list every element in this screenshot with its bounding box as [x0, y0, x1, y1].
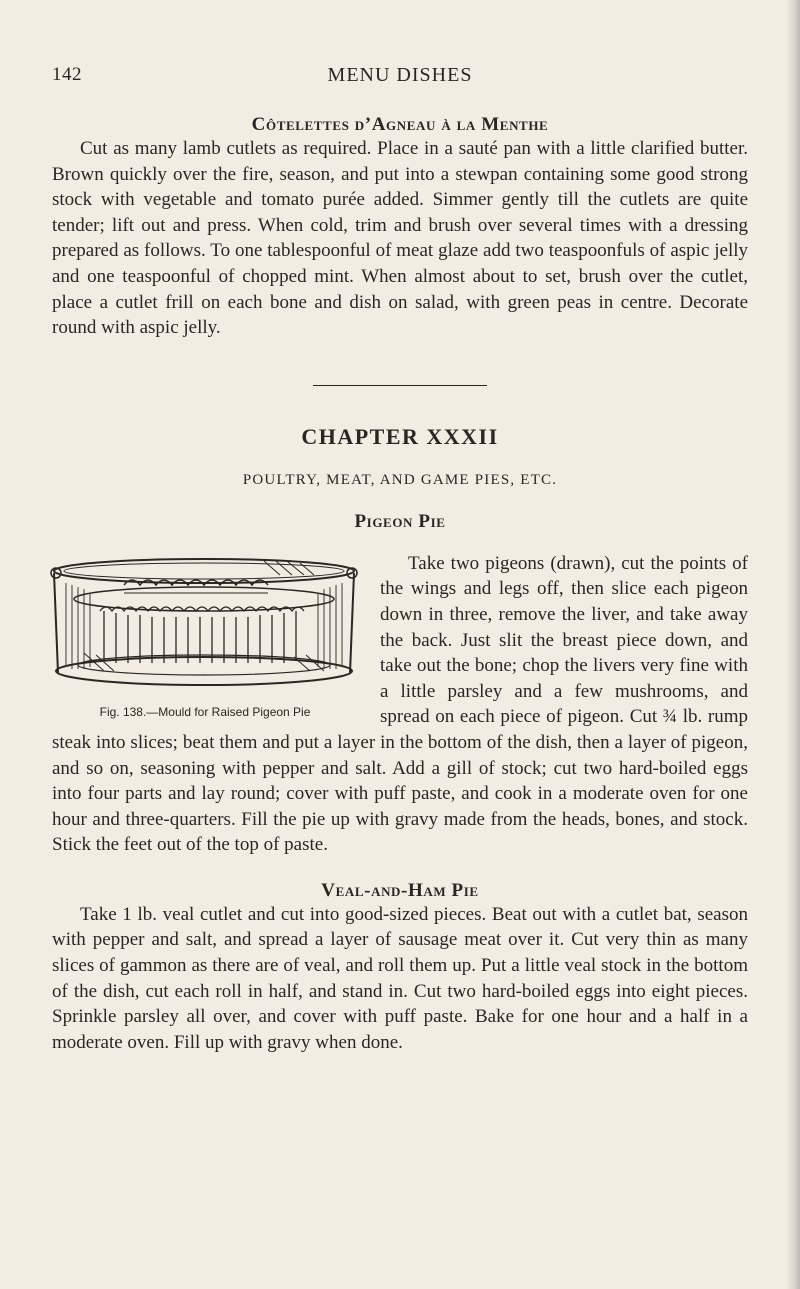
chapter-title: CHAPTER XXXII: [301, 423, 499, 449]
page-number: 142: [52, 64, 82, 85]
running-head: MENU DISHES: [327, 64, 473, 86]
recipe-title-cotelettes: Côtelettes d’Agneau à la Menthe: [251, 114, 549, 135]
recipe-body-veal-ham-pie: Take 1 lb. veal cutlet and cut into good-sized pieces. Beat out with a cutlet bat, season with pepper and salt, and spread a layer of sausage meat over it. Cut very thin as many slices of gammon as there are of veal, and roll them up. Put a little veal stock in the bottom of the dish, cut each roll in half, and stand in. Cut two hard-boiled eggs into eight pieces. Sprinkle parsley all over, and cover with puff paste. Bake for one hour and a half in a moderate oven. Fill up with gravy when done.: [52, 903, 748, 1053]
page-edge-shadow: [786, 0, 800, 1289]
chapter-subtitle: POULTRY, MEAT, AND GAME PIES, ETC.: [242, 471, 558, 488]
pie-mould-illustration: [44, 553, 366, 701]
figure-caption: Fig. 138.—Mould for Raised Pigeon Pie: [99, 704, 311, 719]
recipe-body-cotelettes: Cut as many lamb cutlets as required. Place in a sauté pan with a little clarified butter. Brown quickly over the fire, season, and put into a stewpan containing some good strong stock with vegetable and tomato purée added. Simmer gently till the cutlets are quite tender; lift out and press. When cold, trim and brush over several times with a dressing prepared as follows. To one tablespoonful of meat glaze add two teaspoonfuls of aspic jelly and one teaspoonful of chopped mint. When almost about to set, brush over the cutlet, place a cutlet frill on each bone and dish on salad, with green peas in centre. Decorate round with aspic jelly.: [52, 138, 748, 339]
figure-pie-mould: [44, 553, 366, 719]
section-divider: [313, 385, 487, 386]
book-page: [52, 40, 748, 1055]
recipe-title-pigeon-pie: Pigeon Pie: [354, 510, 446, 532]
recipe-title-veal-ham-pie: Veal-and-Ham Pie: [321, 879, 479, 901]
recipe-body-pigeon-pie: Take two pigeons (drawn), cut the points of the wings and legs off, then slice each pigeon down in three, remove the liver, and take away the back. Just slit the breast piece down, and take out the bone; chop the livers very fine with a little parsley and a few mushrooms, and spread on each piece of pigeon. Cut ¾ lb. rump steak into slices; beat them and put a layer in the bottom of the dish, then a layer of pigeon, and so on, seasoning with pepper and salt. Add a gill of stock; cut two hard-boiled eggs into four parts and lay round; cover with puff paste, and cook in a moderate oven for one hour and three-quarters. Fill the pie up with gravy made from the heads, bones, and stock. Stick the feet out of the top of paste.: [52, 552, 748, 856]
page-header: [52, 40, 748, 86]
